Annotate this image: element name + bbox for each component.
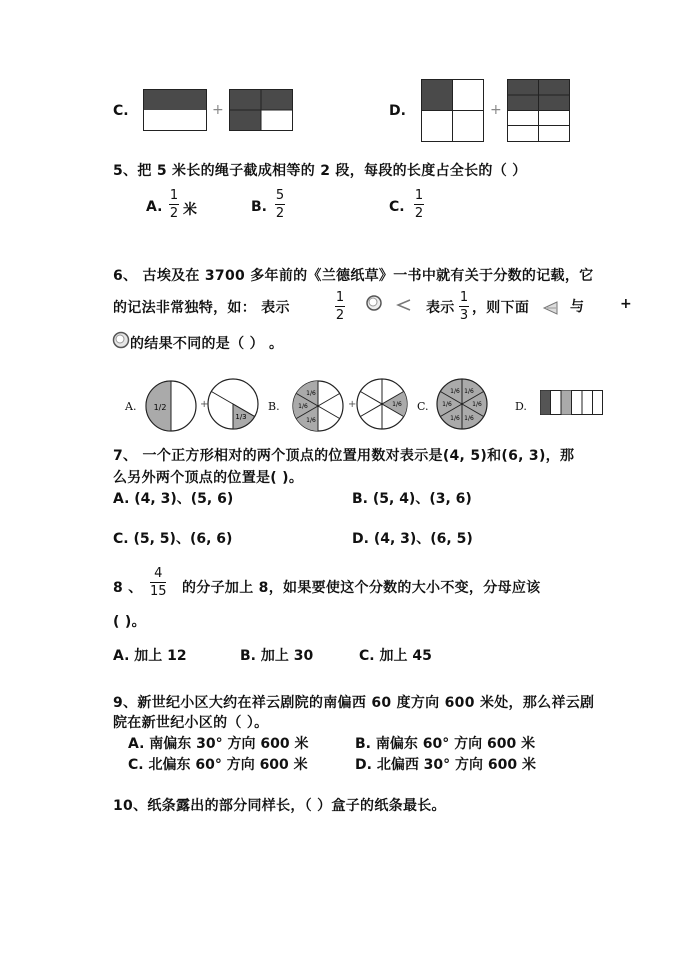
q6-plus: +: [620, 296, 633, 312]
q8-line-2: ( )。: [113, 614, 146, 630]
q6-line-3: 的结果不同的是（ ） 。: [130, 336, 284, 352]
q5-option-b-fraction: [275, 188, 285, 221]
pie-label: 1/6: [392, 401, 402, 408]
fraction-denominator: 2: [414, 206, 424, 221]
pie-label: 1/6: [464, 388, 474, 395]
q5-option-c-label: C.: [389, 199, 405, 215]
pie-label: 1/6: [306, 390, 316, 397]
q8-option-c: C. 加上 45: [359, 648, 432, 664]
q6-with: 与: [570, 299, 585, 315]
q4-c-plus: +: [212, 102, 224, 118]
q7-option-b: B. (5, 4)、(3, 6): [352, 491, 472, 507]
fraction-numerator: 1: [335, 290, 345, 305]
q6-line-1: 6、 古埃及在 3700 多年前的《兰德纸草》一书中就有关于分数的记载，它: [113, 268, 594, 284]
q4-d-square-right: [507, 79, 570, 142]
q7-option-d: D. (4, 3)、(6, 5): [352, 531, 473, 547]
q4-c-rect-right-grid: [230, 90, 292, 130]
q5-option-a-unit: 米: [183, 202, 197, 218]
q8-prefix: 8 、: [113, 580, 143, 596]
pie-label: 1/6: [306, 417, 316, 424]
fraction-numerator: 4: [154, 566, 163, 581]
q6-a-plus: +: [200, 399, 209, 410]
q9-option-c: C. 北偏东 60° 方向 600 米: [128, 757, 308, 773]
q6-option-a-label: A.: [125, 400, 137, 413]
q7-option-a: A. (4, 3)、(5, 6): [113, 491, 234, 507]
q7-option-c: C. (5, 5)、(6, 6): [113, 531, 233, 547]
q9-option-d: D. 北偏西 30° 方向 600 米: [355, 757, 537, 773]
pie-label: 1/6: [472, 401, 482, 408]
q7-line-1: 7、 一个正方形相对的两个顶点的位置用数对表示是(4, 5)和(6, 3)，那: [113, 448, 575, 464]
fraction-bar: [150, 582, 166, 583]
pie-label: 1/6: [464, 415, 474, 422]
egyptian-half-glyph-icon: [365, 294, 383, 312]
pie-label: 1/6: [298, 403, 308, 410]
pie-label: 1/6: [450, 415, 460, 422]
q4-d-square-left: [421, 79, 484, 142]
fraction-bar: [335, 306, 345, 307]
q4-option-c-label: C.: [113, 103, 129, 119]
q9-option-a: A. 南偏东 30° 方向 600 米: [128, 736, 309, 752]
q5-option-c-fraction: [414, 188, 424, 221]
pie-label: 1/6: [442, 401, 452, 408]
q6-line-2-a: 的记法非常独特，如： 表示: [113, 300, 290, 316]
pie-label: 1/3: [235, 413, 247, 421]
q9-line-2: 院在新世纪小区的（ ）。: [113, 715, 269, 731]
q4-c-rect-left-shaded: [144, 90, 206, 110]
q8-line-1-rest: 的分子加上 8，如果要使这个分数的大小不变，分母应该: [182, 580, 541, 596]
fraction-denominator: 2: [169, 206, 179, 221]
q6-option-b-label: B.: [268, 400, 280, 413]
fraction-numerator: 1: [459, 290, 469, 305]
q6-pie-sixths-1: [291, 379, 345, 433]
fraction-bar: [275, 204, 285, 205]
fraction-denominator: 2: [275, 206, 285, 221]
q8-option-b: B. 加上 30: [240, 648, 314, 664]
q6-pie-sixths-2: [355, 377, 409, 431]
q6-line-2-b: 表示: [426, 300, 455, 316]
fraction-denominator: 2: [335, 308, 345, 323]
q6-option-d-strip: [540, 390, 604, 416]
q7-line-2: 么另外两个顶点的位置是( )。: [113, 470, 304, 486]
egyptian-glyph-icon: [541, 300, 559, 316]
q6-pie-half: [144, 379, 198, 433]
q4-c-rect-right: [229, 89, 293, 131]
fraction-denominator: 3: [459, 308, 469, 323]
egyptian-mouth-glyph-icon: [396, 298, 412, 312]
q4-d-plus: +: [490, 102, 502, 118]
fraction-numerator: 1: [169, 188, 179, 203]
q9-line-1: 9、新世纪小区大约在祥云剧院的南偏西 60 度方向 600 米处，那么祥云剧: [113, 695, 595, 711]
q6-option-d-label: D.: [515, 400, 527, 413]
q6-third-fraction: [459, 290, 469, 323]
fraction-bar: [459, 306, 469, 307]
q6-option-c-label: C.: [417, 400, 429, 413]
pie-label: 1/2: [153, 403, 167, 412]
q8-option-a: A. 加上 12: [113, 648, 187, 664]
q5-option-b-label: B.: [251, 199, 267, 215]
q6-pie-third: [206, 377, 260, 431]
fraction-numerator: 5: [275, 188, 285, 203]
pie-label: 1/6: [450, 388, 460, 395]
q6-half-fraction: [335, 290, 345, 323]
q5-option-a-fraction: [169, 188, 179, 221]
fraction-denominator: 15: [150, 584, 167, 599]
q4-c-rect-left: [143, 89, 207, 131]
q5-option-a-label: A.: [146, 199, 163, 215]
fraction-numerator: 1: [414, 188, 424, 203]
q5-stem: 5、把 5 米长的绳子截成相等的 2 段，每段的长度占全长的（ ）: [113, 163, 527, 179]
q9-option-b: B. 南偏东 60° 方向 600 米: [355, 736, 536, 752]
fraction-bar: [414, 204, 424, 205]
q8-fraction: [150, 566, 167, 599]
q10-stem: 10、纸条露出的部分同样长，（ ）盒子的纸条最长。: [113, 798, 446, 814]
q4-option-d-label: D.: [389, 103, 406, 119]
q6-b-plus: +: [348, 399, 357, 410]
fraction-bar: [169, 204, 179, 205]
q4-d-square-left-grid: [422, 80, 483, 141]
q6-pie-sixths-3: [435, 377, 489, 431]
egyptian-half-glyph-icon-2: [112, 331, 130, 349]
q6-line-2-c: ，则下面: [472, 300, 530, 316]
q4-d-square-right-grid: [508, 80, 569, 141]
